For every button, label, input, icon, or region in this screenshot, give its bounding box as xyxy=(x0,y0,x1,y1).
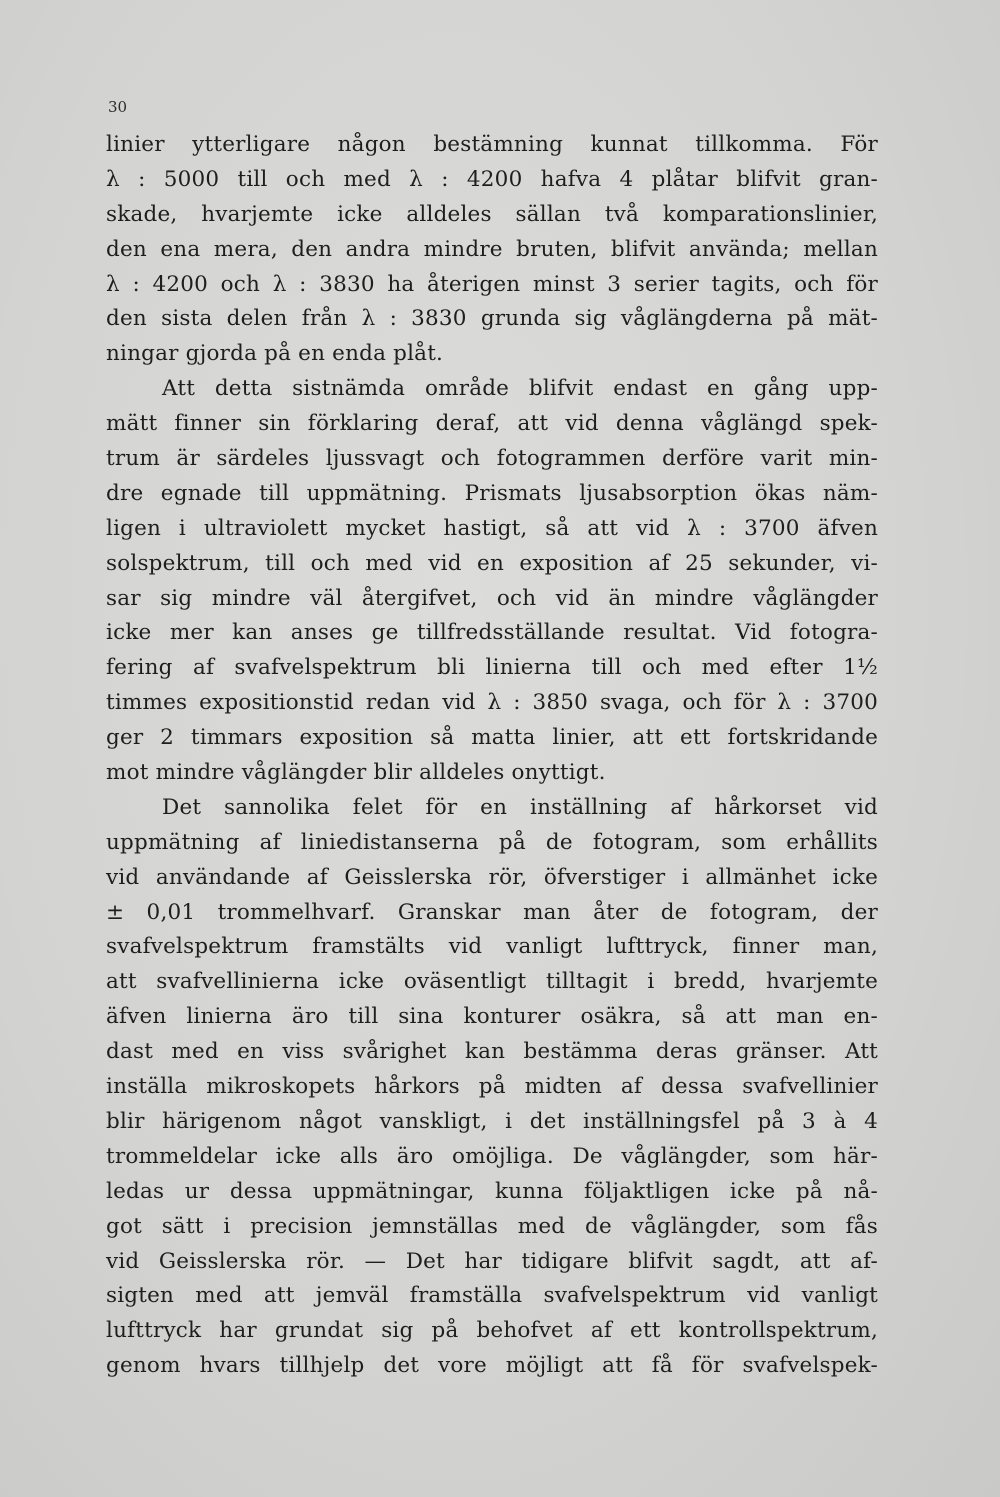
text-line: linier ytterligare någon bestämning kunnat tillkomma. För xyxy=(106,132,878,157)
text-line: uppmätning af liniedistanserna på de fotogram, som erhållits xyxy=(106,829,878,855)
text-line: att svafvellinierna icke oväsentligt tilltagit i bredd, hvarjemte xyxy=(106,969,878,995)
text-line: svafvelspektrum framstälts vid vanligt lufttryck, finner man, xyxy=(106,934,878,960)
text-line: ger 2 timmars exposition så matta linier, att ett fortskridande xyxy=(106,725,878,751)
text-line: vid Geisslerska rör. — Det har tidigare blifvit sagdt, att af- xyxy=(106,1248,878,1274)
text-line: genom hvars tillhjelp det vore möjligt att få för svafvelspek- xyxy=(106,1353,878,1379)
text-line: den sista delen från λ : 3830 grunda sig våglängderna på mät- xyxy=(106,306,878,332)
text-line: fering af svafvelspektrum bli linierna till och med efter 1½ xyxy=(106,655,878,681)
text-line: skade, hvarjemte icke alldeles sällan två komparationslinier, xyxy=(106,201,878,227)
page-number: 30 xyxy=(108,98,128,116)
text-line: äfven linierna äro till sina konturer osäkra, så att man en- xyxy=(106,1004,878,1030)
text-line: sigten med att jemväl framställa svafvelspektrum vid vanligt xyxy=(106,1283,878,1309)
text-line: icke mer kan anses ge tillfredsställande resultat. Vid fotogra- xyxy=(106,620,878,646)
text-line: mot mindre våglängder blir alldeles onyttigt. xyxy=(106,760,606,786)
text-line: got sätt i precision jemnställas med de våglängder, som fås xyxy=(106,1213,878,1239)
text-line: timmes expositionstid redan vid λ : 3850 svaga, och för λ : 3700 xyxy=(106,690,878,716)
text-line: mätt finner sin förklaring deraf, att vid denna våglängd spek- xyxy=(106,411,878,437)
text-line: vid användande af Geisslerska rör, öfverstiger i allmänhet icke xyxy=(106,864,878,890)
text-line: λ : 5000 till och med λ : 4200 hafva 4 plåtar blifvit gran- xyxy=(106,166,878,192)
text-line: dre egnade till uppmätning. Prismats ljusabsorption ökas näm- xyxy=(106,480,878,506)
text-line: inställa mikroskopets hårkors på midten af dessa svafvellinier xyxy=(106,1074,878,1100)
text-line: Det sannolika felet för en inställning af hårkorset vid xyxy=(162,794,878,820)
text-line: solspektrum, till och med vid en exposition af 25 sekunder, vi- xyxy=(106,550,878,576)
text-line: den ena mera, den andra mindre bruten, blifvit använda; mellan xyxy=(106,236,878,262)
text-line: ledas ur dessa uppmätningar, kunna följaktligen icke på nå- xyxy=(106,1178,878,1204)
text-line: lufttryck har grundat sig på behofvet af ett kontrollspektrum, xyxy=(106,1318,878,1344)
text-line: blir härigenom något vanskligt, i det inställningsfel på 3 à 4 xyxy=(106,1108,878,1134)
text-line: ligen i ultraviolett mycket hastigt, så att vid λ : 3700 äfven xyxy=(106,515,878,541)
text-line: trommeldelar icke alls äro omöjliga. De våglängder, som här- xyxy=(106,1143,878,1169)
body-text xyxy=(106,128,878,1384)
text-line: λ : 4200 och λ : 3830 ha återigen minst 3 serier tagits, och för xyxy=(106,271,878,297)
text-line: sar sig mindre väl återgifvet, och vid än mindre våglängder xyxy=(106,585,878,611)
text-line: ningar gjorda på en enda plåt. xyxy=(106,341,444,367)
text-line: dast med en viss svårighet kan bestämma deras gränser. Att xyxy=(106,1039,878,1065)
text-line: trum är särdeles ljussvagt och fotogrammen derföre varit min- xyxy=(106,446,878,472)
text-line: Att detta sistnämda område blifvit endast en gång upp- xyxy=(162,376,878,402)
text-line: ± 0,01 trommelhvarf. Granskar man åter de fotogram, der xyxy=(106,899,878,925)
